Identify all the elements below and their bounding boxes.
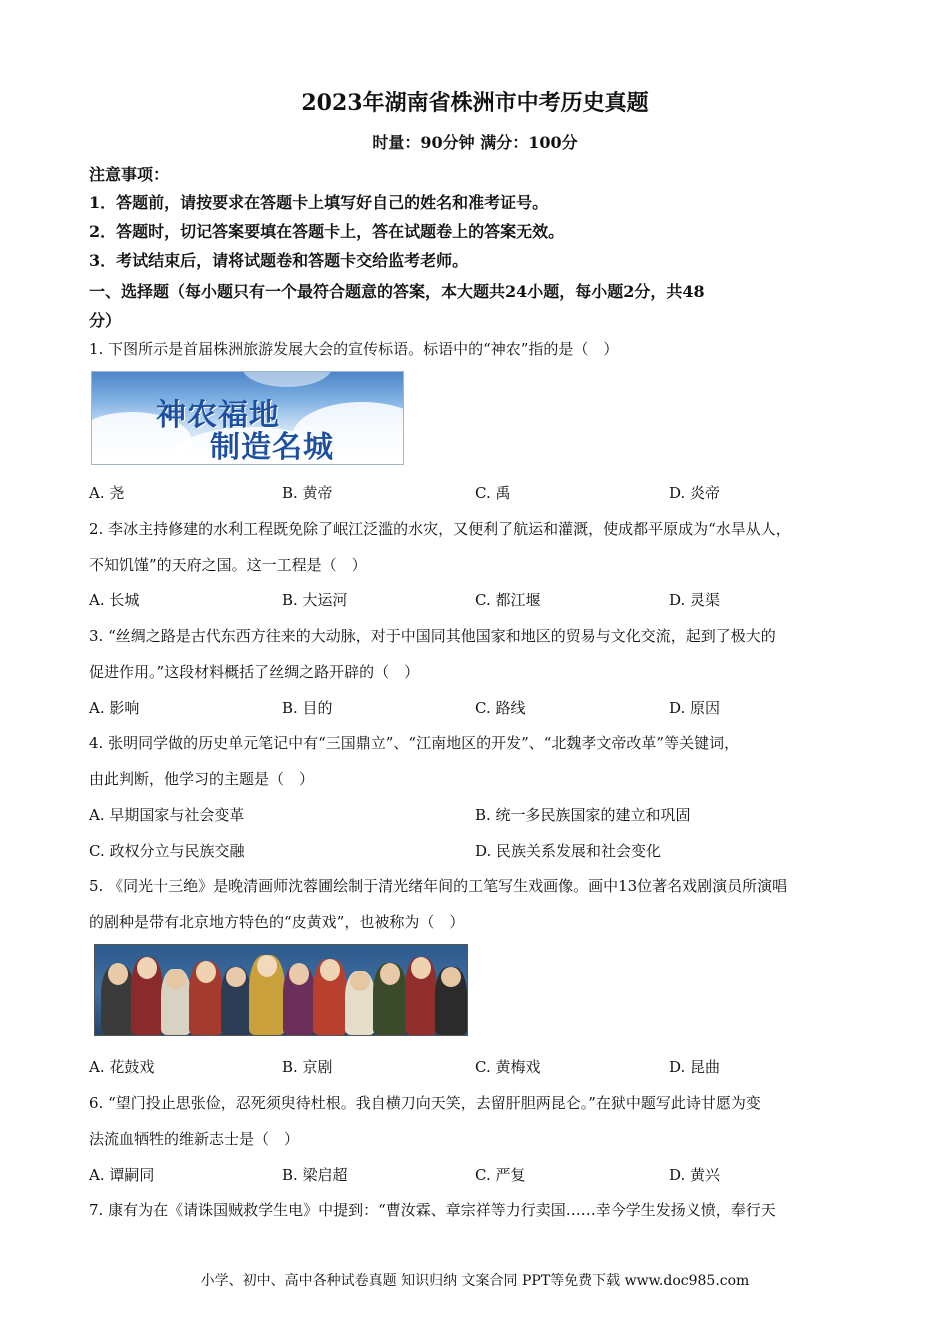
- option-b: B. 大运河: [282, 591, 348, 609]
- option-b: B. 黄帝: [282, 484, 333, 502]
- option-d: D. 炎帝: [669, 484, 721, 502]
- question-stem: 1. 下图所示是首届株洲旅游发展大会的宣传标语。标语中的“神农”指的是（ ）: [89, 340, 619, 358]
- option-c: C. 都江堰: [475, 591, 541, 609]
- option-d: D. 灵渠: [669, 591, 721, 609]
- question-stem: 5. 《同光十三绝》是晚清画师沈蓉圃绘制于清光绪年间的工笔写生戏画像。画中13位著名戏剧演员所演唱: [89, 877, 788, 895]
- note-item: 2．答题时，切记答案要填在答题卡上，答在试题卷上的答案无效。: [89, 222, 565, 241]
- option-a: A. 长城: [89, 591, 140, 609]
- question-stem: 3. “丝绸之路是古代东西方往来的大动脉，对于中国同其他国家和地区的贸易与文化交流，起到了极大的: [89, 627, 776, 645]
- question-stem: 7. 康有为在《请诛国贼救学生电》中提到：“曹汝霖、章宗祥等力行卖国……幸今学生发扬义愤，奉行天: [89, 1201, 776, 1219]
- option-c: C. 路线: [475, 699, 526, 717]
- question-stem-cont: 促进作用。”这段材料概括了丝绸之路开辟的（ ）: [89, 663, 420, 681]
- note-item: 1．答题前，请按要求在答题卡上填写好自己的姓名和准考证号。: [89, 193, 549, 212]
- option-d: D. 民族关系发展和社会变化: [475, 842, 662, 860]
- slogan-line-2: 制造名城: [210, 430, 334, 465]
- option-b: B. 梁启超: [282, 1166, 348, 1184]
- opera-painting-image: [94, 944, 468, 1036]
- option-c: C. 严复: [475, 1166, 526, 1184]
- option-d: D. 原因: [669, 699, 721, 717]
- notes-heading: 注意事项：: [89, 165, 170, 184]
- option-a: A. 影响: [89, 699, 140, 717]
- question-stem: 4. 张明同学做的历史单元笔记中有“三国鼎立”、“江南地区的开发”、“北魏孝文帝改革”等关键词，: [89, 734, 740, 752]
- question-stem-cont: 不知饥馑”的天府之国。这一工程是（ ）: [89, 556, 367, 574]
- note-item: 3．考试结束后，请将试题卷和答题卡交给监考老师。: [89, 251, 469, 270]
- section-heading: 一、选择题（每小题只有一个最符合题意的答案，本大题共24小题，每小题2分，共48: [89, 282, 705, 301]
- page-footer: 小学、初中、高中各种试卷真题 知识归纳 文案合同 PPT等免费下载 www.doc985.com: [200, 1273, 750, 1289]
- option-a: A. 谭嗣同: [89, 1166, 155, 1184]
- option-a: A. 尧: [89, 484, 125, 502]
- option-c: C. 黄梅戏: [475, 1058, 541, 1076]
- option-b: B. 统一多民族国家的建立和巩固: [475, 806, 691, 824]
- option-b: B. 目的: [282, 699, 333, 717]
- question-stem-cont: 由此判断，他学习的主题是（ ）: [89, 770, 315, 788]
- page-title: 2023年湖南省株洲市中考历史真题: [301, 90, 649, 116]
- slogan-line-1: 神农福地: [156, 398, 280, 433]
- option-d: D. 昆曲: [669, 1058, 721, 1076]
- option-c: C. 禹: [475, 484, 511, 502]
- option-b: B. 京剧: [282, 1058, 333, 1076]
- exam-info: 时量：90分钟 满分：100分: [372, 133, 578, 152]
- option-a: A. 早期国家与社会变革: [89, 806, 245, 824]
- question-stem: 2. 李冰主持修建的水利工程既免除了岷江泛滥的水灾，又便利了航运和灌溉，使成都平原成为“水旱从人，: [89, 520, 791, 538]
- section-heading-cont: 分）: [89, 311, 122, 330]
- question-stem: 6. “望门投止思张俭，忍死须臾待杜根。我自横刀向天笑，去留肝胆两昆仑。”在狱中题写此诗甘愿为变: [89, 1094, 761, 1112]
- option-a: A. 花鼓戏: [89, 1058, 155, 1076]
- option-c: C. 政权分立与民族交融: [89, 842, 245, 860]
- slogan-image: [91, 371, 404, 465]
- option-d: D. 黄兴: [669, 1166, 721, 1184]
- question-stem-cont: 的剧种是带有北京地方特色的“皮黄戏”，也被称为（ ）: [89, 913, 465, 931]
- question-stem-cont: 法流血牺牲的维新志士是（ ）: [89, 1130, 300, 1148]
